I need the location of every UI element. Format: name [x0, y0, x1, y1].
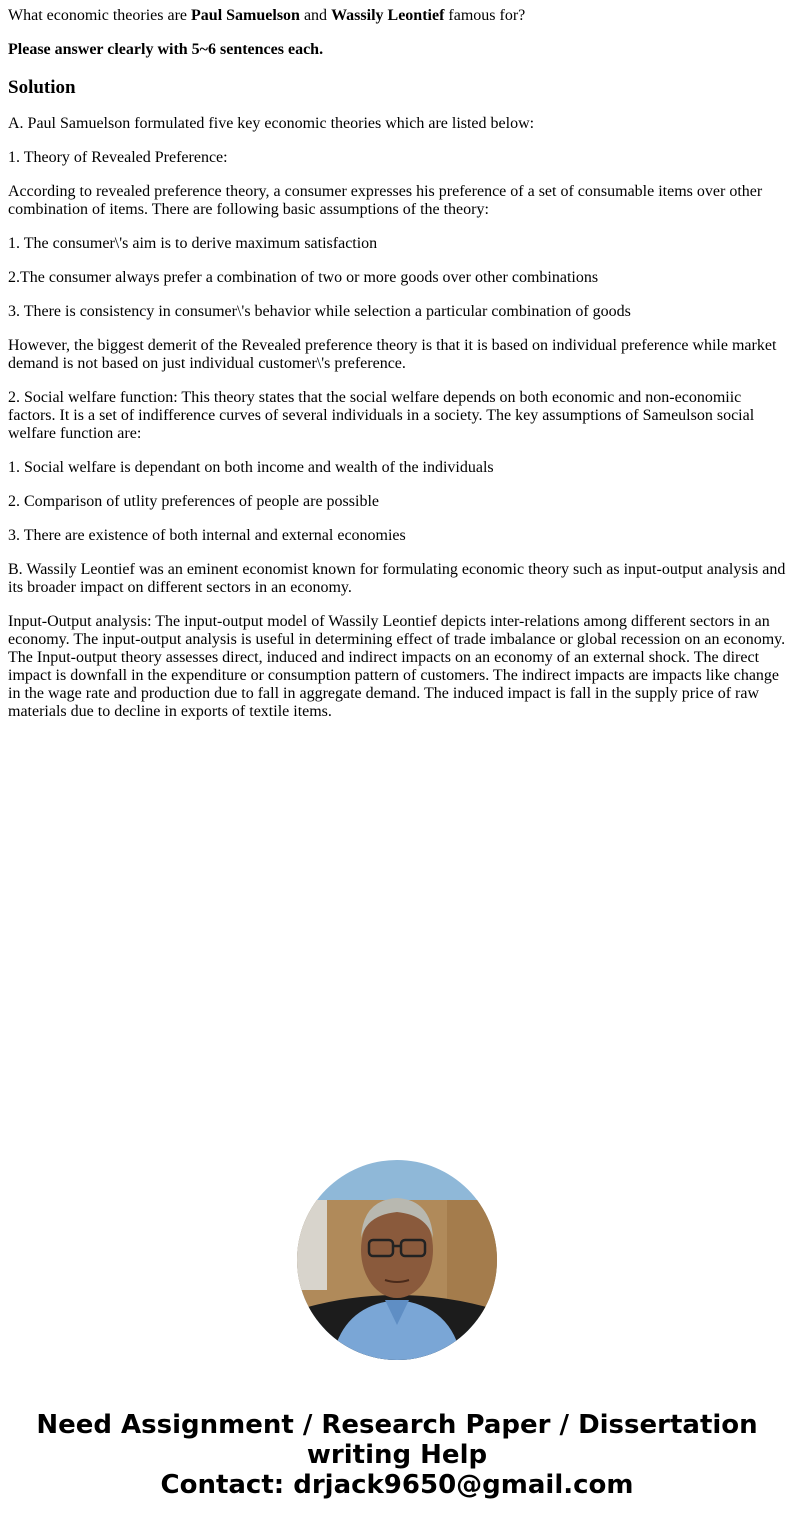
- paragraph: 1. The consumer\'s aim is to derive maximum satisfaction: [8, 235, 378, 252]
- question-and: and: [299, 7, 332, 24]
- instruction-text: Please answer clearly with 5~6 sentences each.: [8, 41, 324, 58]
- paragraph: 3. There is consistency in consumer\'s behavior while selection a particular combination of goods: [8, 303, 631, 320]
- paragraph: B. Wassily Leontief was an eminent economist known for formulating economic theory such as input-output analysis and its broader impact on different sectors in an economy.: [8, 561, 786, 596]
- paragraph: 2. Comparison of utlity preferences of people are possible: [8, 493, 379, 510]
- question-text: [8, 7, 786, 25]
- paragraph: Input-Output analysis: The input-output model of Wassily Leontief depicts inter-relations among different sectors in an economy. The input-output analysis is useful in determining effect of trade imbalance or global recession on an economy. The Input-output theory assesses direct, induced and indirect impacts on an economy of an external shock. The direct impact is downfall in the expenditure or consumption pattern of customers. The indirect impacts are impacts like change in the wage rate and production due to fall in aggregate demand. The induced impact is fall in the supply price of raw materials due to decline in exports of textile items.: [8, 613, 786, 720]
- paragraph: 2.The consumer always prefer a combination of two or more goods over other combinations: [8, 269, 599, 286]
- portrait-image: [297, 1160, 497, 1360]
- paragraph: 2. Social welfare function: This theory states that the social welfare depends on both economic and non-economiic factors. It is a set of indifference curves of several individuals in a society. The key assumptions of Sameulson social welfare function are:: [8, 389, 755, 442]
- author-photo: [297, 1160, 497, 1360]
- name-samuelson: Paul Samuelson: [191, 7, 300, 24]
- paragraph: However, the biggest demerit of the Revealed preference theory is that it is based on individual preference while market demand is not based on just individual customer\'s preference.: [8, 337, 777, 372]
- paragraph: 1. Social welfare is dependant on both income and wealth of the individuals: [8, 459, 494, 476]
- footer-line-1: Need Assignment / Research Paper / Dissertation: [36, 1410, 758, 1440]
- contact-footer: [0, 1410, 794, 1500]
- footer-contact: Contact: drjack9650@gmail.com: [160, 1470, 634, 1500]
- paragraph: 1. Theory of Revealed Preference:: [8, 149, 228, 166]
- paragraph: 3. There are existence of both internal and external economies: [8, 527, 406, 544]
- solution-heading: Solution: [8, 77, 76, 98]
- footer-line-2: writing Help: [306, 1440, 488, 1470]
- question-suffix: famous for?: [444, 7, 526, 24]
- paragraph: A. Paul Samuelson formulated five key economic theories which are listed below:: [8, 115, 535, 132]
- document: [0, 7, 794, 721]
- question-prefix: What economic theories are: [8, 7, 192, 24]
- question-instruction: [8, 41, 786, 59]
- paragraph: According to revealed preference theory, a consumer expresses his preference of a set of consumable items over other combination of items. There are following basic assumptions of the theory:: [8, 183, 763, 218]
- name-leontief: Wassily Leontief: [331, 7, 445, 24]
